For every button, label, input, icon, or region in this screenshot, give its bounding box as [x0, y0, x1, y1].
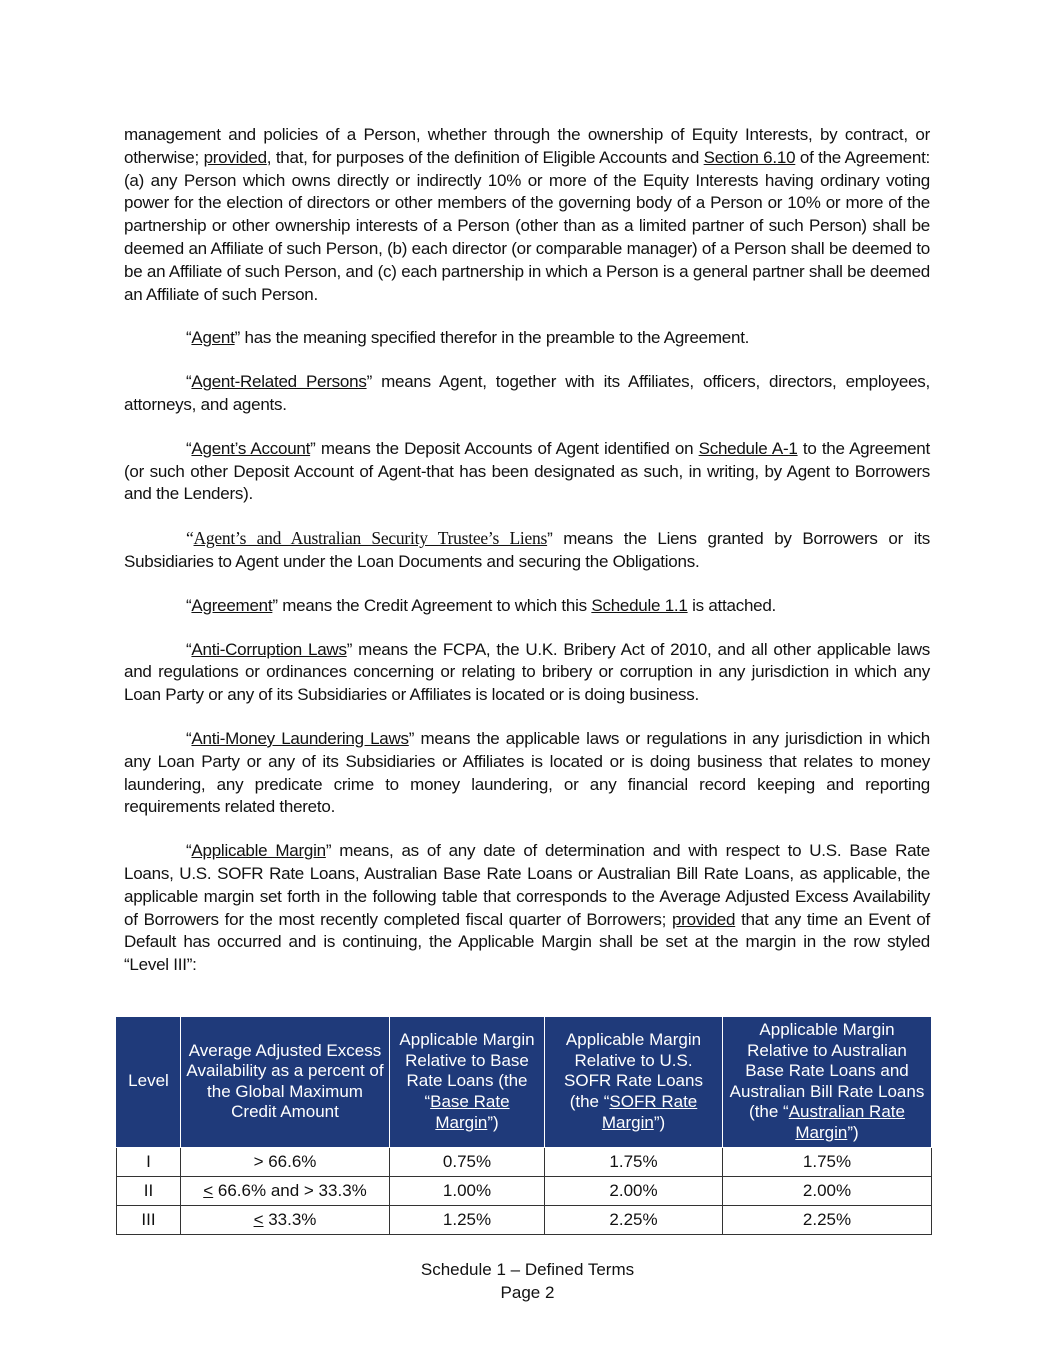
applicable-margin-table	[116, 1016, 932, 1235]
cell-availability	[181, 1176, 390, 1205]
paragraph-affiliate-continued	[124, 124, 930, 306]
header-sofr-rate-margin	[545, 1017, 723, 1148]
header-term: Base Rate Margin	[430, 1092, 510, 1132]
less-than-or-equal-symbol: <	[253, 1209, 264, 1229]
header-text: ”)	[847, 1122, 859, 1142]
header-term: Australian Rate Margin	[788, 1102, 905, 1142]
defined-term: Agent	[191, 328, 235, 348]
cell-aus-margin: 2.00%	[723, 1176, 932, 1205]
cell-level: II	[117, 1176, 181, 1205]
header-text: Applicable Margin Relative to Base Rate Loans (the “	[399, 1030, 535, 1112]
table-row	[117, 1205, 932, 1234]
footer-schedule-title: Schedule 1 – Defined Terms	[420, 1260, 635, 1279]
cell-sofr-margin: 2.00%	[545, 1176, 723, 1205]
definition-agents-account	[124, 438, 930, 506]
header-availability: Average Adjusted Excess Availability as a percent of the Global Maximum Credit Amount	[181, 1017, 390, 1148]
quote: “	[186, 528, 194, 549]
provided-term: provided	[671, 909, 736, 929]
cell-aus-margin: 2.25%	[723, 1205, 932, 1234]
definition-agreement	[124, 595, 930, 618]
cell-availability: > 66.6%	[181, 1147, 390, 1176]
definition-agents-liens	[124, 527, 930, 574]
text: ” has the meaning specified therefor in the preamble to the Agreement.	[234, 328, 750, 348]
cell-base-margin: 0.75%	[390, 1147, 545, 1176]
cell-base-margin: 1.00%	[390, 1176, 545, 1205]
header-text: ”)	[487, 1112, 499, 1132]
quote: “	[186, 639, 192, 659]
text: that any time an Event of Default has occurred and is continuing, the Applicable Margin shall be set at the margin in the row styled “Level III”:	[124, 909, 930, 975]
footer-page-number: Page 2	[500, 1283, 555, 1302]
provided-term: provided	[203, 147, 267, 167]
page-footer	[0, 1258, 1055, 1304]
text: ” means the Liens granted by Borrowers or its Subsidiaries to Agent under the Loan Documents and securing the Obligations.	[124, 529, 930, 571]
table-row	[117, 1176, 932, 1205]
text: ” means, as of any date of determination and with respect to U.S. Base Rate Loans, U.S. SOFR Rate Loans, Australian Base Rate Loans or Australian Bill Rate Loans, as applicable, the applicable margin set forth in the following table that corresponds to the Average Adjusted Excess Availability of Borrowers for the most recently completed fiscal quarter of Borrowers;	[124, 841, 930, 929]
definition-applicable-margin	[124, 840, 930, 977]
quote: “	[186, 372, 192, 392]
text: ” means the applicable laws or regulations in any jurisdiction in which any Loan Party or any of its Subsidiaries or Affiliates is located or is doing business that relates to money laundering, any predicate crime to money laundering, or any financial record keeping and reporting requirements related thereto.	[124, 728, 931, 817]
quote: “	[186, 328, 192, 348]
cell-text: 33.3%	[263, 1209, 317, 1229]
header-australian-rate-margin	[723, 1017, 932, 1148]
text: ” means the Deposit Accounts of Agent identified on	[310, 438, 699, 458]
cell-level: I	[117, 1147, 181, 1176]
definition-agent-related-persons	[124, 371, 930, 417]
table-row	[117, 1147, 932, 1176]
header-text: Applicable Margin Relative to Australian Base Rate Loans and Australian Bill Rate Loans (the “	[729, 1020, 925, 1122]
cell-text: 66.6% and > 33.3%	[213, 1180, 367, 1200]
document-body	[124, 124, 930, 998]
text: of the Agreement: (a) any Person which owns directly or indirectly 10% or more of the Equity Interests having ordinary voting power for the election of directors or other members of the governing body of a Person or 10% or more of the partnership or other ownership interests of a Person (other than as a limited partner of such Person) shall be deemed an Affiliate of such Person, (b) each director (or comparable manager) of a Person shall be deemed to be an Affiliate of such Person, and (c) each partnership in which a Person is a general partner shall be deemed an Affiliate of such Person.	[124, 147, 931, 304]
quote: “	[186, 595, 192, 615]
definition-anti-money-laundering-laws	[124, 728, 930, 819]
cell-level: III	[117, 1205, 181, 1234]
header-text: Applicable Margin Relative to U.S. SOFR Rate Loans (the “	[564, 1030, 703, 1112]
defined-term: Applicable Margin	[191, 841, 326, 861]
text: to the Agreement (or such other Deposit Account of Agent-that has been designated as such, in writing, by Agent to Borrowers and the Lenders).	[124, 438, 930, 504]
defined-term: Agent’s Account	[191, 438, 311, 458]
cell-sofr-margin: 2.25%	[545, 1205, 723, 1234]
definition-agent	[124, 327, 930, 350]
defined-term: Anti-Money Laundering Laws	[191, 728, 409, 748]
defined-term: Agent-Related Persons	[191, 372, 367, 392]
quote: “	[186, 438, 192, 458]
text: management and policies of a Person, whether through the ownership of Equity Interests, by contract, or otherwise;	[124, 125, 930, 167]
defined-term: Agent’s and Australian Security Trustee’s Liens	[193, 528, 548, 549]
cell-base-margin: 1.25%	[390, 1205, 545, 1234]
text: ” means Agent, together with its Affiliates, officers, directors, employees, attorneys, and agents.	[124, 372, 930, 414]
table-header-row	[117, 1017, 932, 1148]
quote: “	[186, 841, 192, 861]
defined-term: Agreement	[191, 595, 273, 615]
text: ” means the Credit Agreement to which this	[272, 595, 592, 615]
cell-aus-margin: 1.75%	[723, 1147, 932, 1176]
text: , that, for purposes of the definition of Eligible Accounts and	[266, 147, 704, 167]
cell-availability	[181, 1205, 390, 1234]
schedule-reference: Schedule A-1	[698, 438, 798, 458]
text: is attached.	[687, 595, 777, 615]
section-reference: Section 6.10	[703, 147, 796, 167]
cell-sofr-margin: 1.75%	[545, 1147, 723, 1176]
header-text: ”)	[653, 1112, 666, 1132]
header-base-rate-margin	[390, 1017, 545, 1148]
header-term: SOFR Rate Margin	[601, 1092, 698, 1132]
less-than-or-equal-symbol: <	[203, 1180, 214, 1200]
header-level: Level	[117, 1017, 181, 1148]
text: ” means the FCPA, the U.K. Bribery Act of 2010, and all other applicable laws and regulations or ordinances concerning or relating to bribery or corruption in any jurisdiction in which any Loan Party or any of its Subsidiaries or Affiliates is located or is doing business.	[124, 639, 930, 705]
schedule-reference: Schedule 1.1	[591, 595, 688, 615]
quote: “	[186, 728, 192, 748]
definition-anti-corruption-laws	[124, 639, 930, 707]
defined-term: Anti-Corruption Laws	[191, 639, 347, 659]
